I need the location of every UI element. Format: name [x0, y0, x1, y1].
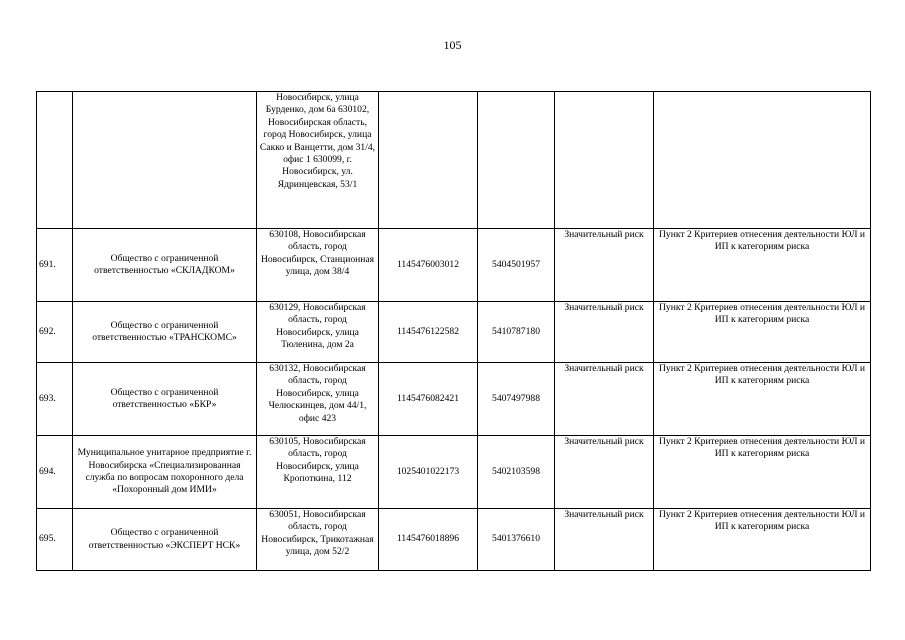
cell-organization-name: Общество с ограниченной ответственностью «ЭКСПЕРТ НСК»	[73, 509, 257, 571]
cell-inn: 5404501957	[478, 229, 555, 302]
cell-basis: Пункт 2 Критериев отнесения деятельности ЮЛ и ИП к категориям риска	[654, 436, 871, 509]
cell-address: 630051, Новосибирская область, город Новосибирск, Трикотажная улица, дом 52/2	[257, 509, 379, 571]
cell-organization-name: Общество с ограниченной ответственностью «ТРАНСКОМС»	[73, 302, 257, 363]
cell-organization-name: Муниципальное унитарное предприятие г. Новосибирска «Специализированная служба по вопросам похоронного дела «Похоронный дом ИМИ»	[73, 436, 257, 509]
cell-risk-category: Значительный риск	[555, 229, 654, 302]
table-row	[37, 436, 871, 509]
page-number: 105	[443, 38, 462, 52]
cell-organization-name: Общество с ограниченной ответственностью «СКЛАДКОМ»	[73, 229, 257, 302]
cell-number: 691.	[37, 229, 73, 302]
table-row	[37, 302, 871, 363]
risk-registry-table	[36, 91, 871, 571]
cell-inn: 5402103598	[478, 436, 555, 509]
cell-risk-category	[555, 92, 654, 229]
cell-address: 630105, Новосибирская область, город Новосибирск, улица Кропоткина, 112	[257, 436, 379, 509]
cell-ogrn	[379, 92, 478, 229]
cell-address: 630108, Новосибирская область, город Новосибирск, Станционная улица, дом 38/4	[257, 229, 379, 302]
cell-basis: Пункт 2 Критериев отнесения деятельности ЮЛ и ИП к категориям риска	[654, 229, 871, 302]
cell-number: 694.	[37, 436, 73, 509]
cell-inn: 5407497988	[478, 363, 555, 436]
cell-risk-category: Значительный риск	[555, 302, 654, 363]
cell-risk-category: Значительный риск	[555, 363, 654, 436]
cell-organization-name: Общество с ограниченной ответственностью «БКР»	[73, 363, 257, 436]
cell-number: 692.	[37, 302, 73, 363]
cell-ogrn: 1145476018896	[379, 509, 478, 571]
table-row	[37, 363, 871, 436]
cell-number: 693.	[37, 363, 73, 436]
cell-inn: 5410787180	[478, 302, 555, 363]
cell-organization-name	[73, 92, 257, 229]
cell-ogrn: 1145476122582	[379, 302, 478, 363]
table-row-continuation	[37, 92, 871, 229]
cell-inn: 5401376610	[478, 509, 555, 571]
cell-number: 695.	[37, 509, 73, 571]
cell-risk-category: Значительный риск	[555, 436, 654, 509]
cell-number	[37, 92, 73, 229]
cell-inn	[478, 92, 555, 229]
table-row	[37, 229, 871, 302]
cell-address: 630132, Новосибирская область, город Новосибирск, улица Челюскинцев, дом 44/1, офис 423	[257, 363, 379, 436]
cell-basis	[654, 92, 871, 229]
cell-ogrn: 1025401022173	[379, 436, 478, 509]
cell-risk-category: Значительный риск	[555, 509, 654, 571]
cell-basis: Пункт 2 Критериев отнесения деятельности ЮЛ и ИП к категориям риска	[654, 509, 871, 571]
table-body	[37, 92, 871, 571]
cell-ogrn: 1145476003012	[379, 229, 478, 302]
cell-address: Новосибирск, улица Бурденко, дом 6а 630102, Новосибирская область, город Новосибирск, улица Сакко и Ванцетти, дом 31/4, офис 1 630099, г. Новосибирск, ул. Ядринцевская, 53/1	[257, 92, 379, 229]
table-row	[37, 509, 871, 571]
cell-basis: Пункт 2 Критериев отнесения деятельности ЮЛ и ИП к категориям риска	[654, 302, 871, 363]
cell-basis: Пункт 2 Критериев отнесения деятельности ЮЛ и ИП к категориям риска	[654, 363, 871, 436]
cell-address: 630129, Новосибирская область, город Новосибирск, улица Тюленина, дом 2а	[257, 302, 379, 363]
cell-ogrn: 1145476082421	[379, 363, 478, 436]
